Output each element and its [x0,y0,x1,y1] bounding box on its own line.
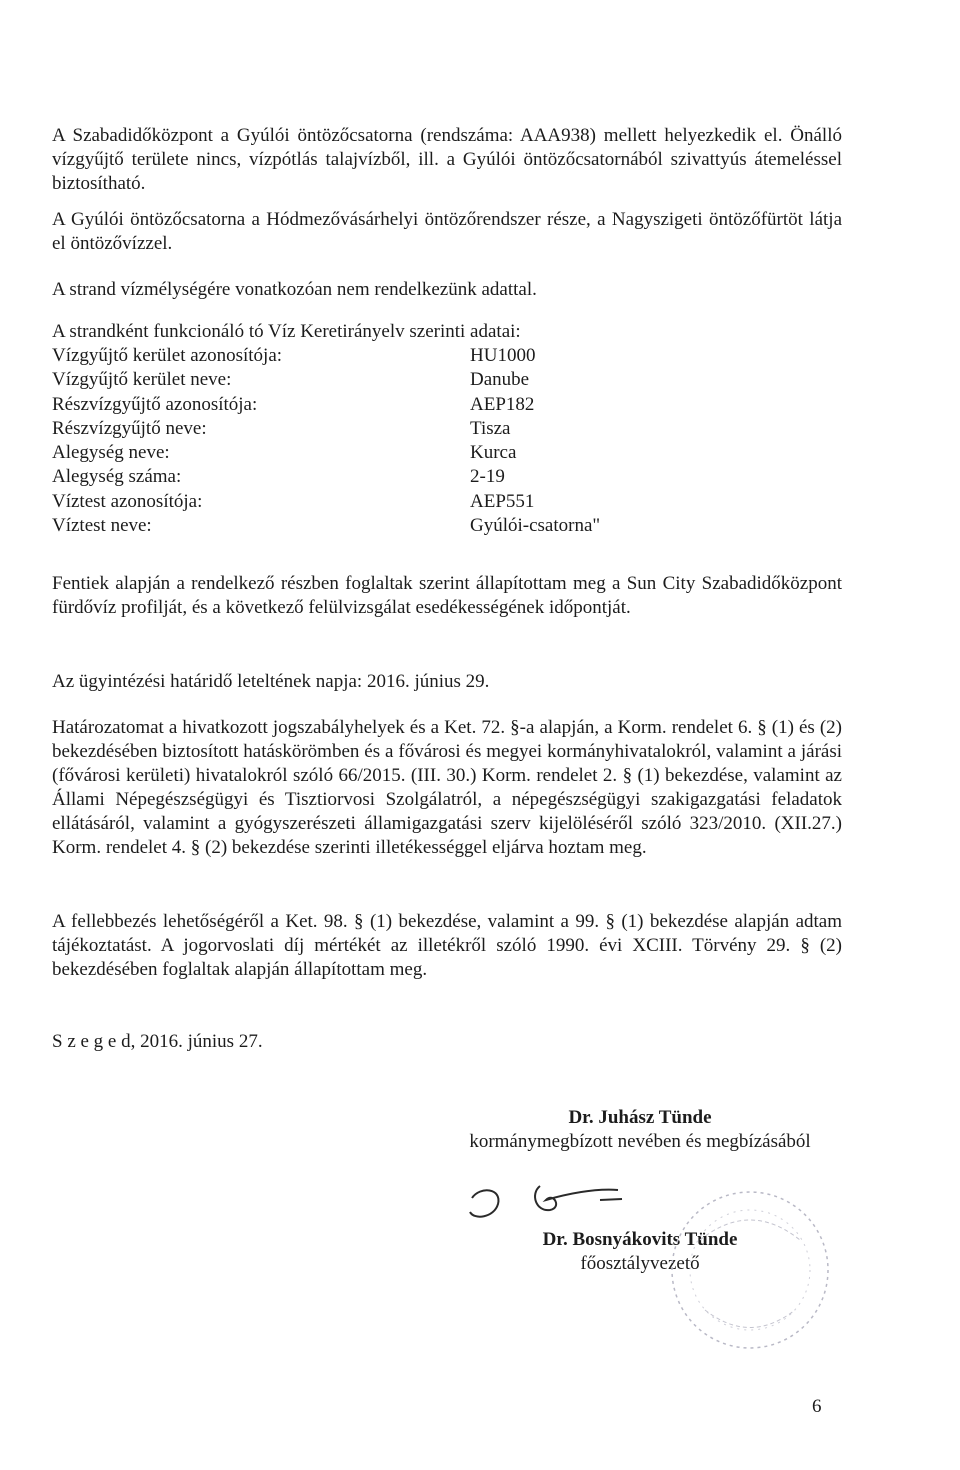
signer-name: Dr. Bosnyákovits Tünde [542,1229,738,1250]
row-key: Részvízgyűjtő azonosítója: [52,393,258,415]
water-framework-row [52,368,752,392]
water-framework-row [52,393,752,417]
place-date-line: S z e g e d, 2016. június 27. [52,1031,263,1052]
row-key: Vízgyűjtő kerület neve: [52,369,232,391]
row-value: Danube [470,369,530,391]
authority-name: Dr. Juhász Tünde [568,1107,712,1128]
row-key: Víztest neve: [52,515,152,537]
water-framework-row [52,465,752,489]
paragraph-legal-basis: Határozatomat a hivatkozott jogszabályhelyek és a Ket. 72. §-a alapján, a Korm. rendelet 6. § (1) és (2) bekezdésében biztosított hatáskörömben és a fővárosi és megyei kormányhivatalokról, valamint a járási (fővárosi kerületi) hivatalokról szóló 66/2015. (III. 30.) Korm. rendelet 2. § (1) bekezdése, valamint az Állami Népegészségügyi és Tisztiorvosi Szolgálatról, a népegészségügyi szakigazgatási feladatok ellátásáról, valamint a gyógyszerészeti államigazgatási szerv kijelöléséről szóló 323/2010. (XII.27.) Korm. rendelet 4. § (2) bekezdése szerinti illetékességgel eljárva hoztam meg. [52,717,842,858]
row-key: Alegység neve: [52,442,170,464]
water-framework-row [52,441,752,465]
row-key: Vízgyűjtő kerület azonosítója: [52,345,283,366]
water-framework-row [52,344,752,368]
row-value: Tisza [470,417,511,439]
water-framework-heading: A strandként funkcionáló tó Víz Keretirányelv szerinti adatai: [52,321,521,342]
row-value: Kurca [470,442,517,464]
authority-role: kormánymegbízott nevében és megbízásából [469,1131,811,1152]
row-value: Gyúlói-csatorna" [470,515,601,537]
row-value: 2-19 [470,466,505,488]
official-stamp-icon [660,1180,840,1360]
signature-authority-block [420,1106,860,1154]
paragraph-appeal-info: A fellebbezés lehetőségéről a Ket. 98. § (1) bekezdése, valamint a 99. § (1) bekezdése alapján adtam tájékoztatást. A jogorvoslati díj mértékét az illetékről szóló 1990. évi XCIII. Törvény 29. § (2) bekezdésében foglaltak alapján állapítottam meg. [52,911,842,980]
water-framework-row [52,417,752,441]
row-value: AEP551 [470,490,535,512]
paragraph-water-depth: A strand vízmélységére vonatkozóan nem rendelkezünk adattal. [52,279,537,300]
row-key: Részvízgyűjtő neve: [52,417,207,439]
water-framework-table [52,344,752,538]
paragraph-irrigation-system: A Gyúlói öntözőcsatorna a Hódmezővásárhelyi öntözőrendszer része, a Nagyszigeti öntözőfürtöt látja el öntözővízzel. [52,209,842,254]
water-framework-row [52,514,752,538]
row-value: AEP182 [470,393,535,415]
paragraph-profile-conclusion: Fentiek alapján a rendelkező részben foglaltak szerint állapítottam meg a Sun City Szabadidőközpont fürdővíz profilját, és a következő felülvizsgálat esedékességének időpontját. [52,573,842,618]
row-key: Víztest azonosítója: [52,490,203,512]
row-key: Alegység száma: [52,466,182,488]
paragraph-location: A Szabadidőközpont a Gyúlói öntözőcsatorna (rendszáma: AAA938) mellett helyezkedik el. Önálló vízgyűjtő területe nincs, vízpótlás talajvízből, ill. a Gyúlói öntözőcsatornából szivattyús átemeléssel biztosítható. [52,125,842,194]
row-value: HU1000 [470,345,536,366]
water-framework-row [52,490,752,514]
page-number: 6 [812,1396,822,1417]
signer-title: főosztályvezető [580,1253,700,1274]
paragraph-deadline: Az ügyintézési határidő leteltének napja: 2016. június 29. [52,671,490,692]
